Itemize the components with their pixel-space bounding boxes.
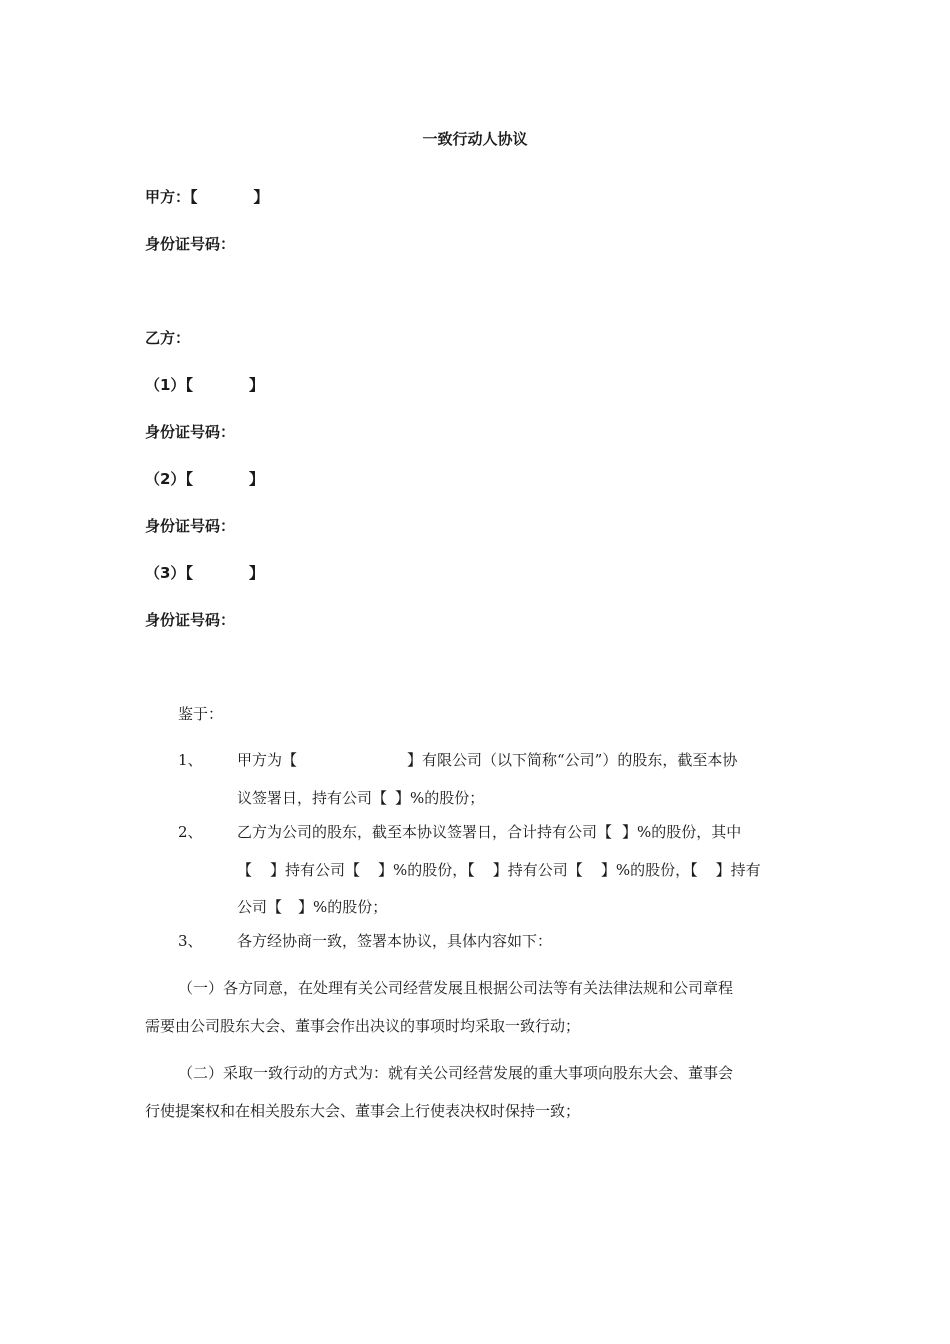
text-segment: 】%的股份，其中 [622, 823, 742, 841]
page-title: 一致行动人协议 [422, 130, 528, 148]
party-a-label: 甲方： [145, 188, 191, 206]
text-segment: 】持有公司【 [270, 861, 361, 879]
whereas-item-1-line-2 [237, 787, 484, 808]
text-segment: 】持有 [715, 861, 761, 879]
whereas-item-3-text: 各方经协商一致，签署本协议，具体内容如下： [237, 932, 553, 950]
member-index: （2） [145, 470, 186, 488]
text-segment: 】持有公司【 [492, 861, 583, 879]
clause-2-line-2: 行使提案权和在相关股东大会、董事会上行使表决权时保持一致； [145, 1102, 581, 1120]
party-b-member-2-id-label: 身份证号码： [145, 517, 236, 535]
whereas-item-1-line-1 [237, 749, 737, 770]
text-segment: 乙方为公司的股东，截至本协议签署日，合计持有公司【 [237, 823, 613, 841]
party-b-member-2 [145, 468, 264, 489]
party-b-member-1-id-label: 身份证号码： [145, 423, 236, 441]
whereas-item-1-number: 1、 [178, 751, 203, 769]
party-b-member-3 [145, 562, 264, 583]
party-b-member-3-id-label: 身份证号码： [145, 611, 236, 629]
party-b-member-1 [145, 374, 264, 395]
bracket-open: 【 [190, 188, 198, 206]
bracket-open: 【 [185, 376, 193, 394]
clause-1-line-2: 需要由公司股东大会、董事会作出决议的事项时均采取一致行动； [145, 1017, 581, 1035]
bracket-close: 】 [248, 470, 264, 488]
member-index: （3） [145, 564, 186, 582]
text-segment: 公司【 [237, 898, 283, 916]
text-segment: 】%的股份，【 [378, 861, 475, 879]
party-a-id-label: 身份证号码： [145, 235, 236, 253]
whereas-item-2-line-3 [237, 896, 387, 917]
clause-2-line-1: （二）采取一致行动的方式为：就有关公司经营发展的重大事项向股东大会、董事会 [178, 1064, 734, 1082]
bracket-close: 】 [248, 376, 264, 394]
bracket-close: 】 [248, 564, 264, 582]
party-a-line [145, 186, 269, 207]
text-segment: 】%的股份； [298, 898, 388, 916]
text-segment: 【 [237, 861, 253, 879]
text-segment: 甲方为【 [237, 751, 298, 769]
member-index: （1） [145, 376, 186, 394]
whereas-label: 鉴于： [178, 705, 224, 723]
whereas-item-2-number: 2、 [178, 823, 203, 841]
text-segment: 】%的股份； [395, 789, 485, 807]
text-segment: 议签署日，持有公司【 [237, 789, 388, 807]
party-b-label: 乙方： [145, 329, 191, 347]
whereas-item-2-line-2 [237, 859, 761, 880]
bracket-open: 【 [185, 564, 193, 582]
text-segment: 】%的股份，【 [600, 861, 698, 879]
bracket-close: 】 [253, 188, 269, 206]
whereas-item-3-number: 3、 [178, 932, 203, 950]
whereas-item-2-line-1 [237, 821, 741, 842]
clause-1-line-1: （一）各方同意，在处理有关公司经营发展且根据公司法等有关法律法规和公司章程 [178, 979, 734, 997]
text-segment: 】有限公司（以下简称“公司”）的股东，截至本协 [407, 751, 738, 769]
bracket-open: 【 [185, 470, 193, 488]
